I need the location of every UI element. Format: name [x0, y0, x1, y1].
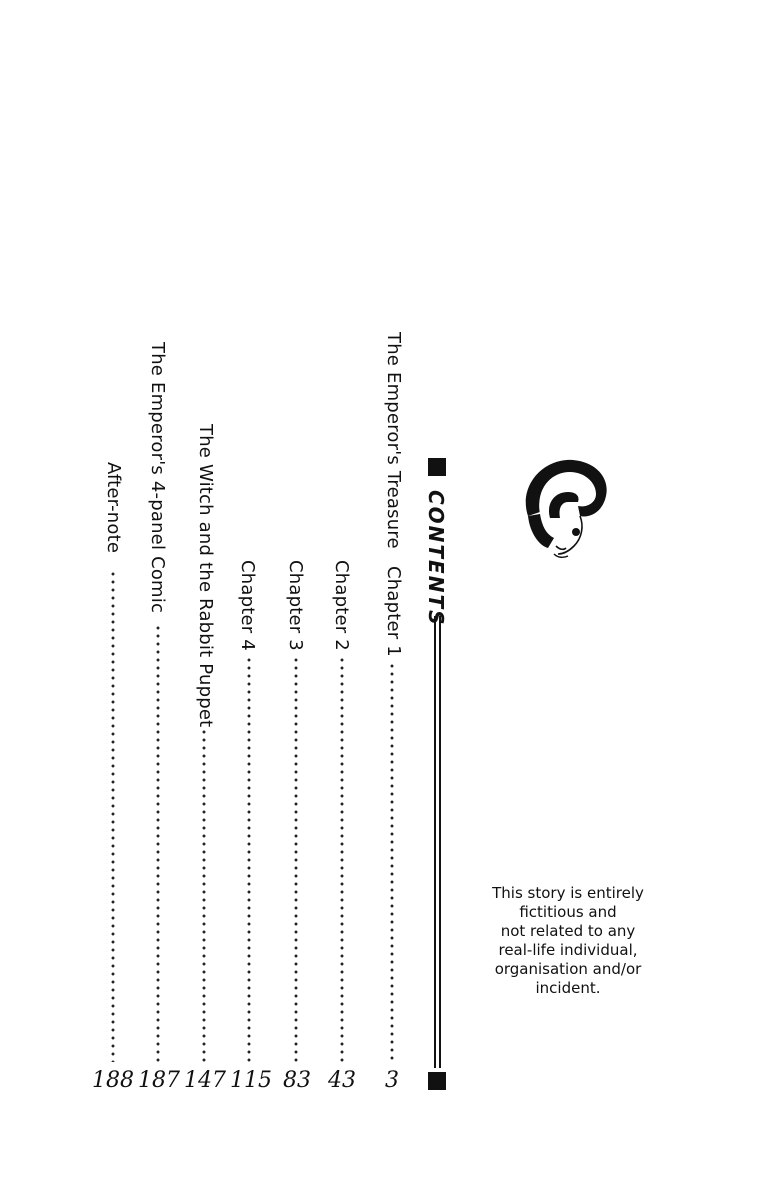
series-title: The Emperor's Treasure	[383, 332, 404, 549]
curly-hair-face-icon	[518, 456, 610, 560]
toc-leader-dots	[111, 570, 115, 1062]
disclaimer-line: fictitious and	[519, 903, 617, 921]
toc-leader-dots	[294, 656, 298, 1062]
toc-entry-label: Chapter 3	[285, 560, 306, 651]
toc-leader-dots	[340, 656, 344, 1062]
disclaimer-line: not related to any	[500, 922, 636, 940]
toc-page-number: 115	[230, 1068, 272, 1093]
contents-heading: CONTENTS	[424, 490, 448, 627]
toc-page-number: 43	[328, 1068, 356, 1093]
toc-entry-label: Chapter 2	[331, 560, 352, 651]
toc-entry-label: Chapter 4	[237, 560, 258, 651]
toc-page-number: 147	[184, 1068, 226, 1093]
toc-entry-label: The Emperor's 4-panel Comic	[147, 342, 168, 614]
toc-entry-label: Chapter 1	[383, 566, 404, 657]
disclaimer-line: real-life individual,	[498, 941, 638, 959]
fiction-disclaimer	[478, 884, 658, 998]
toc-page-number: 3	[385, 1068, 399, 1093]
toc-leader-dots	[247, 656, 251, 1062]
contents-bottom-square	[428, 1072, 446, 1090]
toc-page-number: 83	[283, 1068, 311, 1093]
toc-entry-label: After-note	[103, 462, 124, 554]
contents-top-square	[428, 458, 446, 476]
toc-leader-dots	[390, 662, 394, 1062]
toc-entry-label: The Witch and the Rabbit Puppet	[195, 424, 216, 728]
toc-page-number: 188	[92, 1068, 134, 1093]
disclaimer-line: This story is entirely	[492, 884, 644, 902]
toc-page-number: 187	[138, 1068, 180, 1093]
contents-double-rule	[434, 616, 441, 1068]
disclaimer-line: incident.	[535, 979, 601, 997]
disclaimer-line: organisation and/or	[494, 960, 642, 978]
toc-leader-dots	[156, 624, 160, 1062]
toc-leader-dots	[202, 728, 206, 1062]
